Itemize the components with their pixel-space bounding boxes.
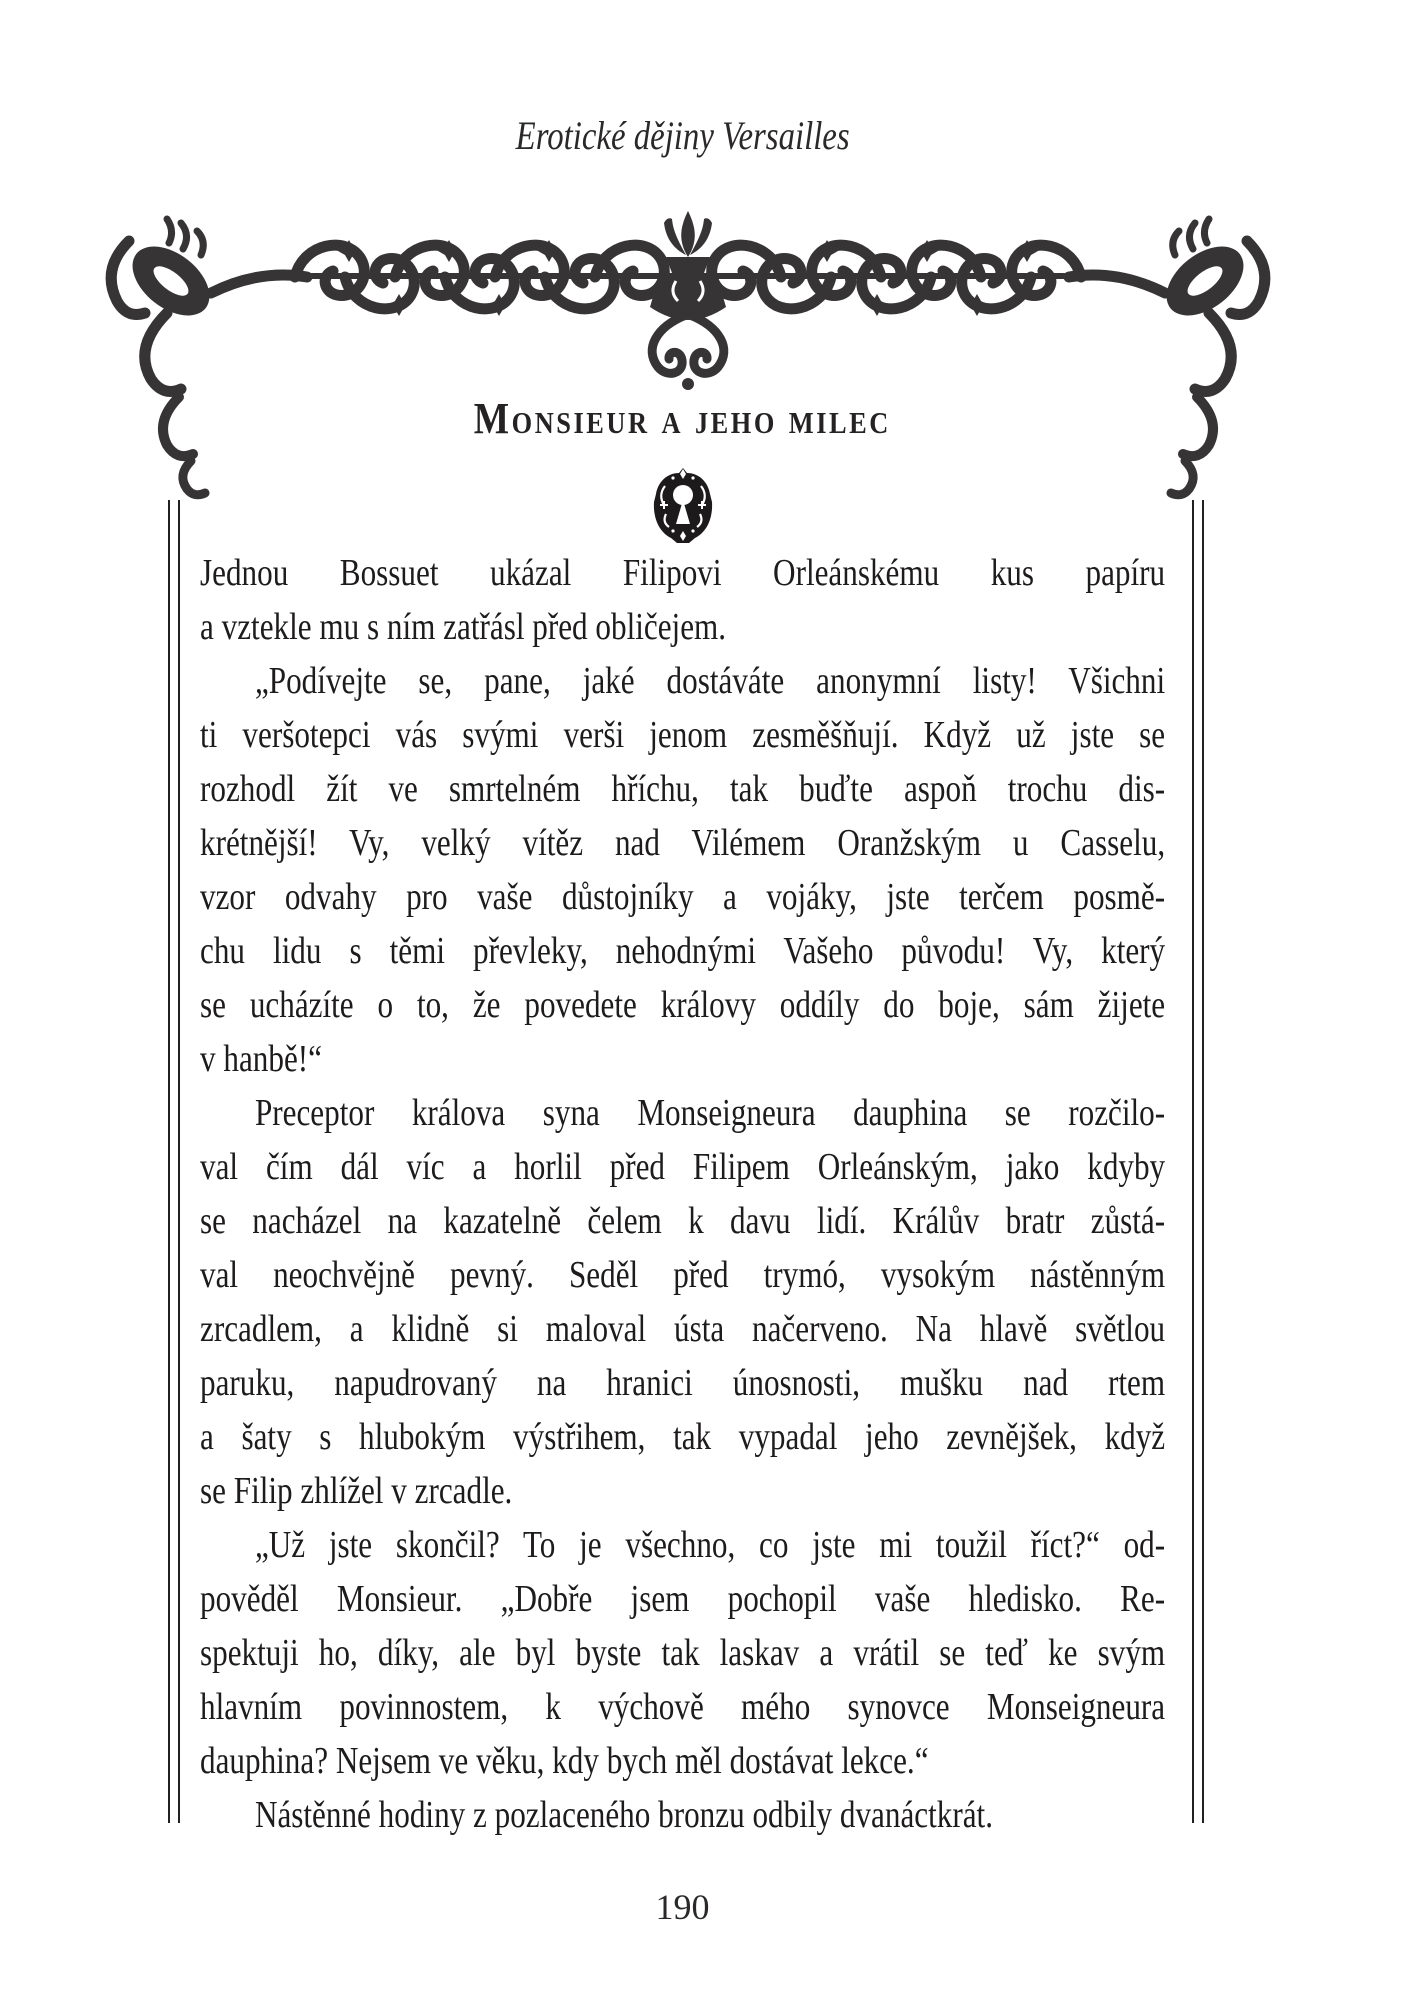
text-line: Nástěnné hodiny z pozlaceného bronzu odbily dvanáctkrát. <box>254 1794 994 1836</box>
border-center-crest <box>650 211 726 390</box>
text-line: rozhodl žít ve smrtelném hříchu, tak buďte aspoň trochu dis- <box>200 768 1166 810</box>
text-line: a šaty s hlubokým výstřihem, tak vypadal jeho zevnějšek, když <box>200 1416 1166 1458</box>
text-line: a vztekle mu s ním zatřásl před obličejem. <box>200 606 727 648</box>
text-line: val čím dál víc a horlil před Filipem Orleánským, jako kdyby <box>200 1146 1166 1188</box>
text-line: chu lidu s těmi převleky, nehodnými Vašeho původu! Vy, který <box>200 930 1166 972</box>
text-line: „Podívejte se, pane, jaké dostáváte anonymní listy! Všichni <box>254 660 1166 702</box>
text-line: „Už jste skončil? To je všechno, co jste mi toužil říct?“ od- <box>254 1524 1166 1566</box>
text-line: pověděl Monsieur. „Dobře jsem pochopil vaše hledisko. Re- <box>200 1578 1166 1620</box>
text-line: se Filip zhlížel v zrcadle. <box>200 1470 513 1512</box>
text-line: se nacházel na kazatelně čelem k davu lidí. Králův bratr zůstá- <box>200 1200 1166 1242</box>
text-line: se ucházíte o to, že povedete královy oddíly do boje, sám žijete <box>200 984 1166 1026</box>
text-line: v hanbě!“ <box>200 1038 322 1080</box>
text-line: val neochvějně pevný. Seděl před trymó, vysokým nástěnným <box>200 1254 1166 1296</box>
page-number: 190 <box>655 1887 710 1927</box>
text-line: hlavním povinnostem, k výchově mého synovce Monseigneura <box>200 1686 1166 1728</box>
text-line: krétnější! Vy, velký vítěz nad Vilémem Oranžským u Casselu, <box>200 822 1166 864</box>
text-line: paruku, napudrovaný na hranici únosnosti, mušku nad rtem <box>200 1362 1166 1404</box>
baroque-border-icon <box>103 165 1273 501</box>
chapter-title-text: Monsieur a jeho milec <box>473 394 892 443</box>
text-line: spektuji ho, díky, ale byl byste tak laskav a vrátil se teď ke svým <box>200 1632 1166 1674</box>
running-header <box>200 112 1165 160</box>
text-line: Preceptor králova syna Monseigneura dauphina se rozčilo- <box>254 1092 1166 1134</box>
text-line: zrcadlem, a klidně si maloval ústa načerveno. Na hlavě světlou <box>200 1308 1166 1350</box>
text-line: ti veršotepci vás svými verši jenom zesměšňují. Když už jste se <box>200 714 1166 756</box>
chapter-title <box>200 394 1165 444</box>
body-text <box>200 546 1165 1842</box>
text-line: vzor odvahy pro vaše důstojníky a vojáky, jste terčem posmě- <box>200 876 1166 918</box>
right-double-rule <box>1192 500 1204 1823</box>
running-header-text: Erotické dějiny Versailles <box>515 113 850 158</box>
left-double-rule <box>168 500 180 1823</box>
text-line: Jednou Bossuet ukázal Filipovi Orleánskému kus papíru <box>200 552 1166 594</box>
keyhole-ornament-icon <box>653 465 713 545</box>
text-line: dauphina? Nejsem ve věku, kdy bych měl dostávat lekce.“ <box>200 1740 929 1782</box>
